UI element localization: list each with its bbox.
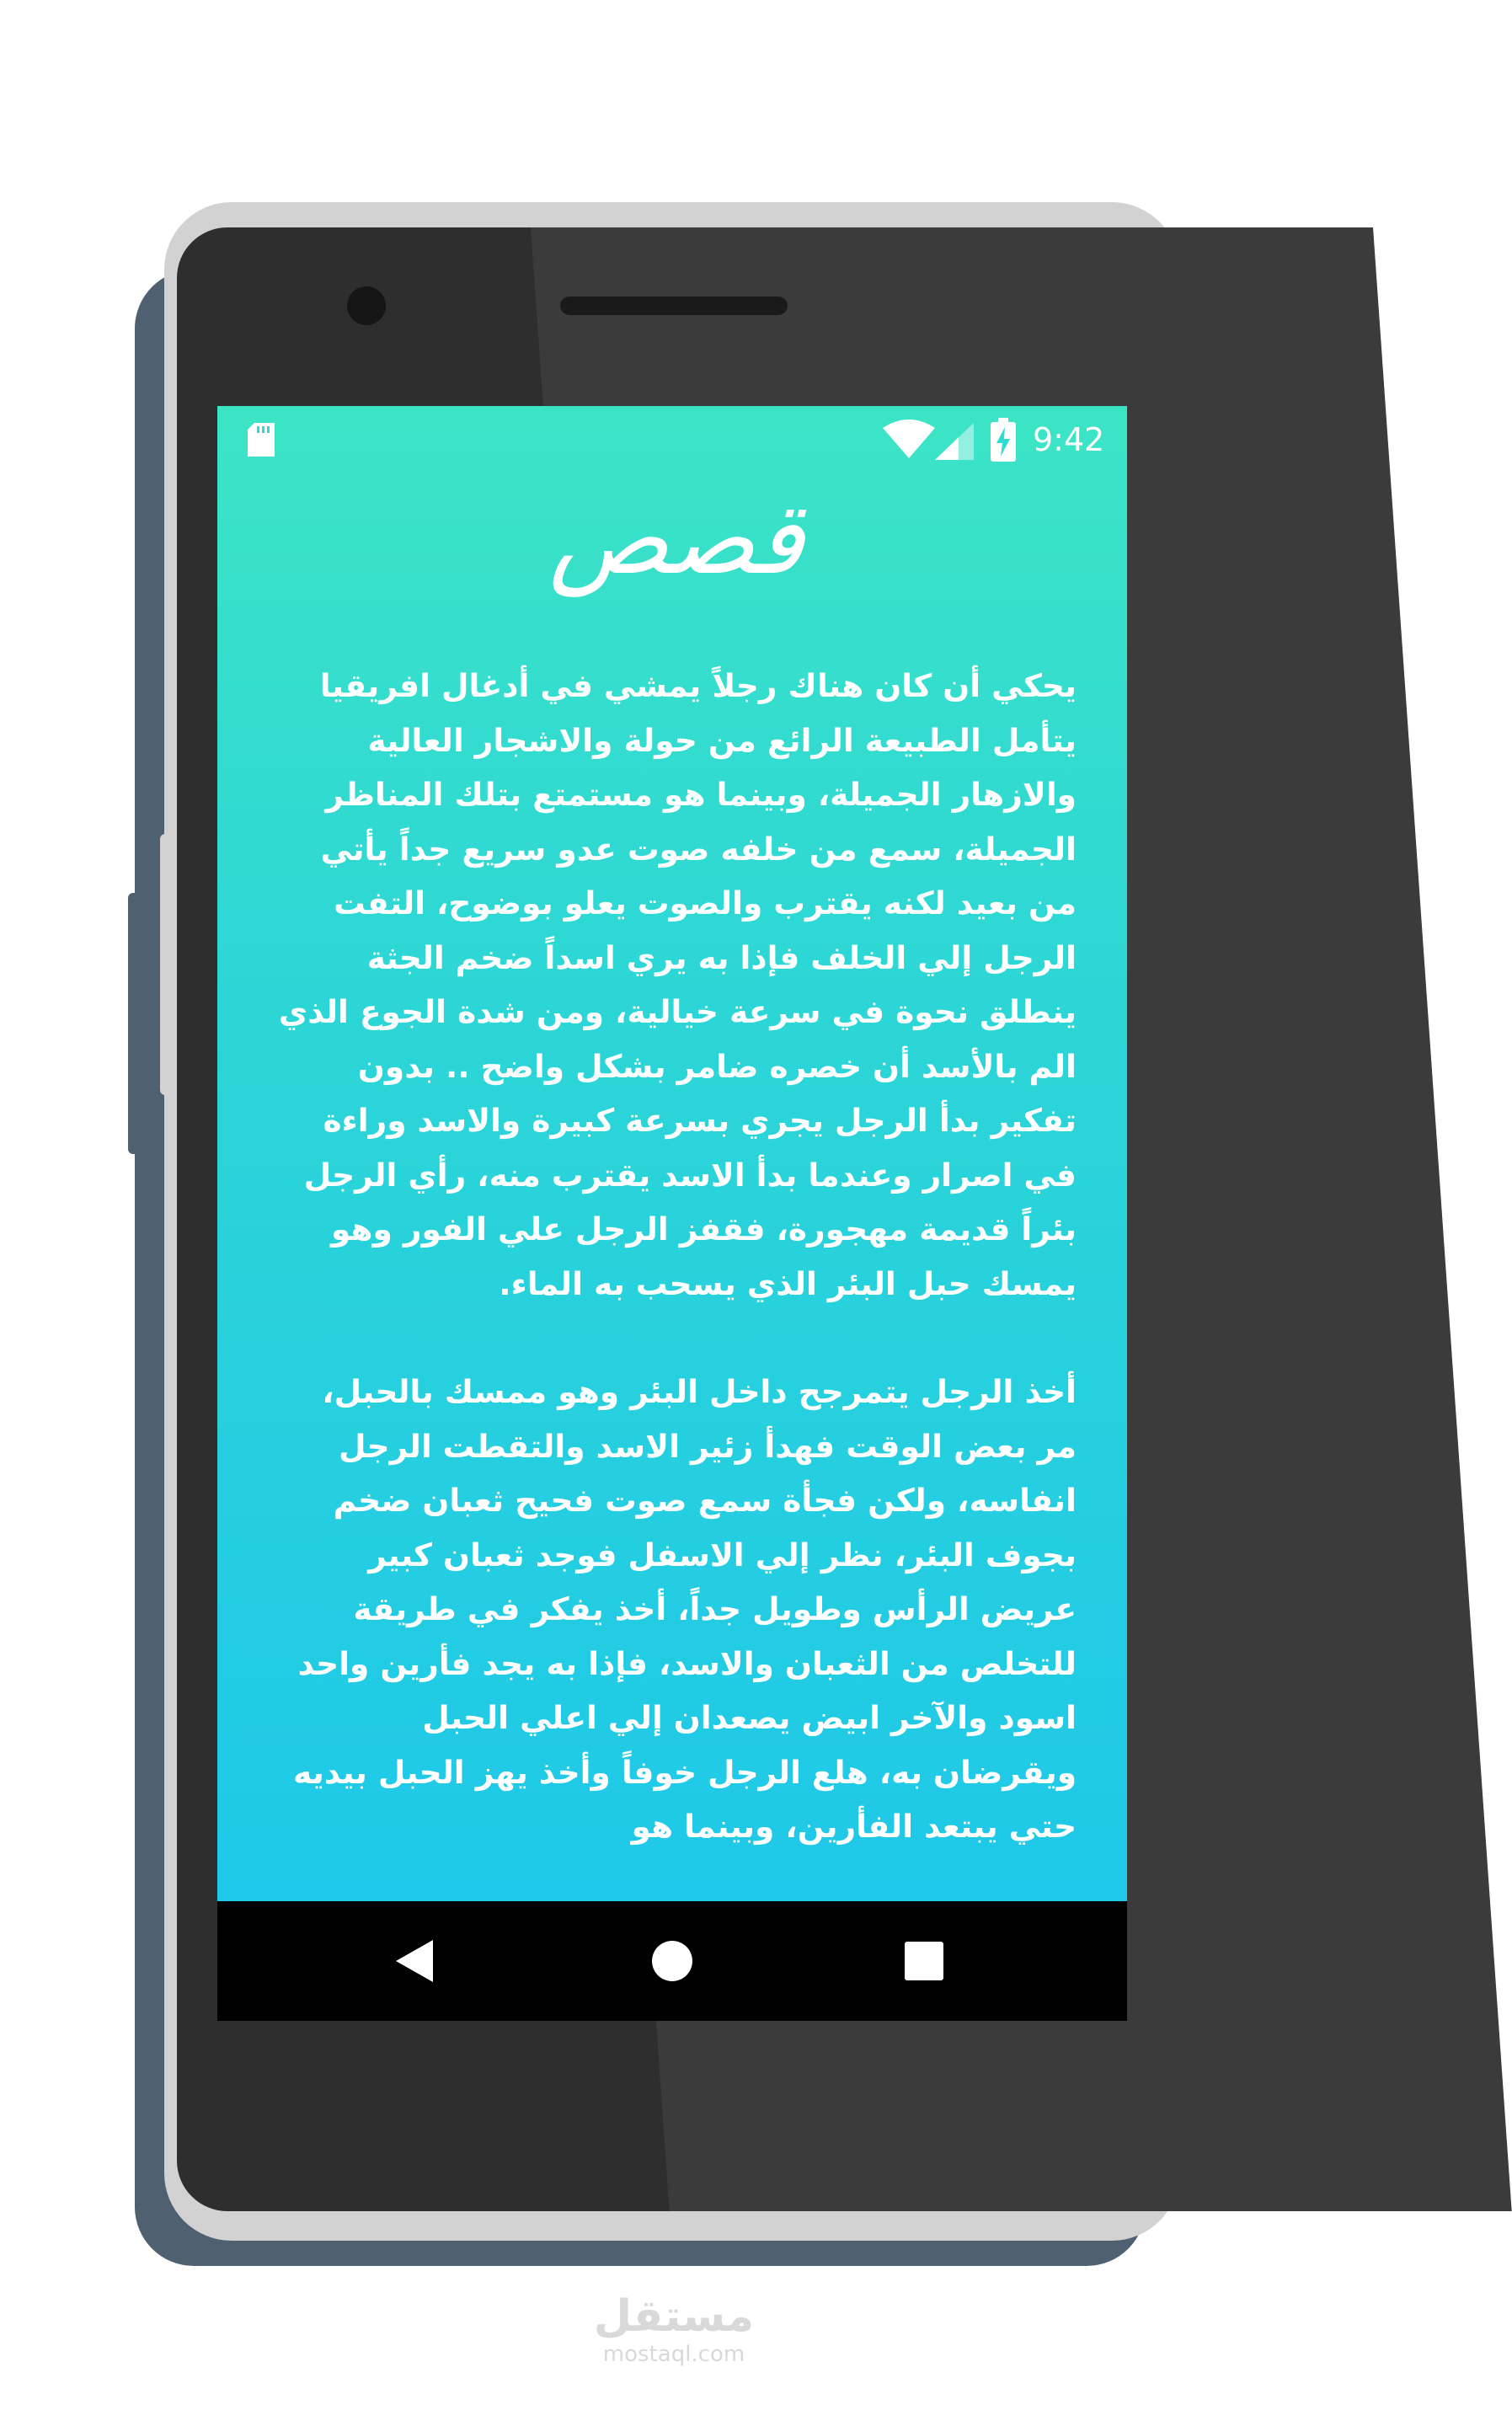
story-paragraph: يحكي أن كان هناك رجلاً يمشي في أدغال افريقيا يتأمل الطبيعة الرائع من حولة والاشجار العالية والازهار الجميلة، وبينما هو مستمتع بتلك المناظر الجميلة، سمع من خلفه صوت عدو سريع جداً يأتي من بعيد لكنه يقترب والصوت يعلو بوضوح، التفت الرجل إلي الخلف فإذا به يري اسداً ضخم الجثة ينطلق نحوة في سرعة خيالية، ومن شدة الجوع الذي الم بالأسد أن خصره ضامر بشكل واضح .. بدون تفكير بدأ الرجل يجري بسرعة كبيرة والاسد وراءة في اصرار وعندما بدأ الاسد يقترب منه، رأي الرجل بئراً قديمة مهجورة، فقفز الرجل علي الفور وهو يمسك حبل البئر الذي يسحب به الماء. (278, 667, 1077, 1302)
back-icon[interactable] (396, 1940, 436, 1982)
cell-signal-icon (935, 423, 974, 460)
battery-charging-icon (991, 418, 1016, 462)
status-bar (217, 406, 1127, 473)
status-clock: 9:42 (1033, 421, 1105, 458)
volume-button (160, 834, 170, 1095)
watermark-url: mostaql.com (602, 2342, 745, 2367)
recent-apps-icon[interactable] (905, 1942, 943, 1980)
app-screen (217, 406, 1127, 1901)
wifi-icon (883, 419, 935, 460)
story-paragraph: أخذ الرجل يتمرجح داخل البئر وهو ممسك بالحبل، مر بعض الوقت فهدأ زئير الاسد والتقطت الرجل انفاسه، ولكن فجأة سمع صوت فحيح ثعبان ضخم بجوف البئر، نظر إلي الاسفل فوجد ثعبان كبير عريض الرأس وطويل جداً، أخذ يفكر في طريقة للتخلص من الثعبان والاسد، فإذا به يجد فأرين واحد اسود والآخر ابيض يصعدان إلي اعلي الحبل ويقرضان به، هلع الرجل خوفاً وأخذ يهز الحبل بيديه حتي يبتعد الفأرين، وبينما هو (292, 1373, 1077, 1845)
watermark-logo: مستقل (593, 2291, 755, 2342)
app-logo (548, 473, 804, 617)
home-icon[interactable] (651, 1940, 693, 1982)
front-camera (347, 286, 386, 325)
sd-card-icon (248, 423, 275, 457)
earpiece-speaker (560, 297, 788, 315)
navigation-bar (217, 1901, 1127, 2021)
phone-shadow-button (128, 893, 162, 1154)
watermark (556, 2291, 792, 2367)
story-text (276, 659, 1077, 1908)
app-logo-text: قصص (548, 480, 804, 596)
